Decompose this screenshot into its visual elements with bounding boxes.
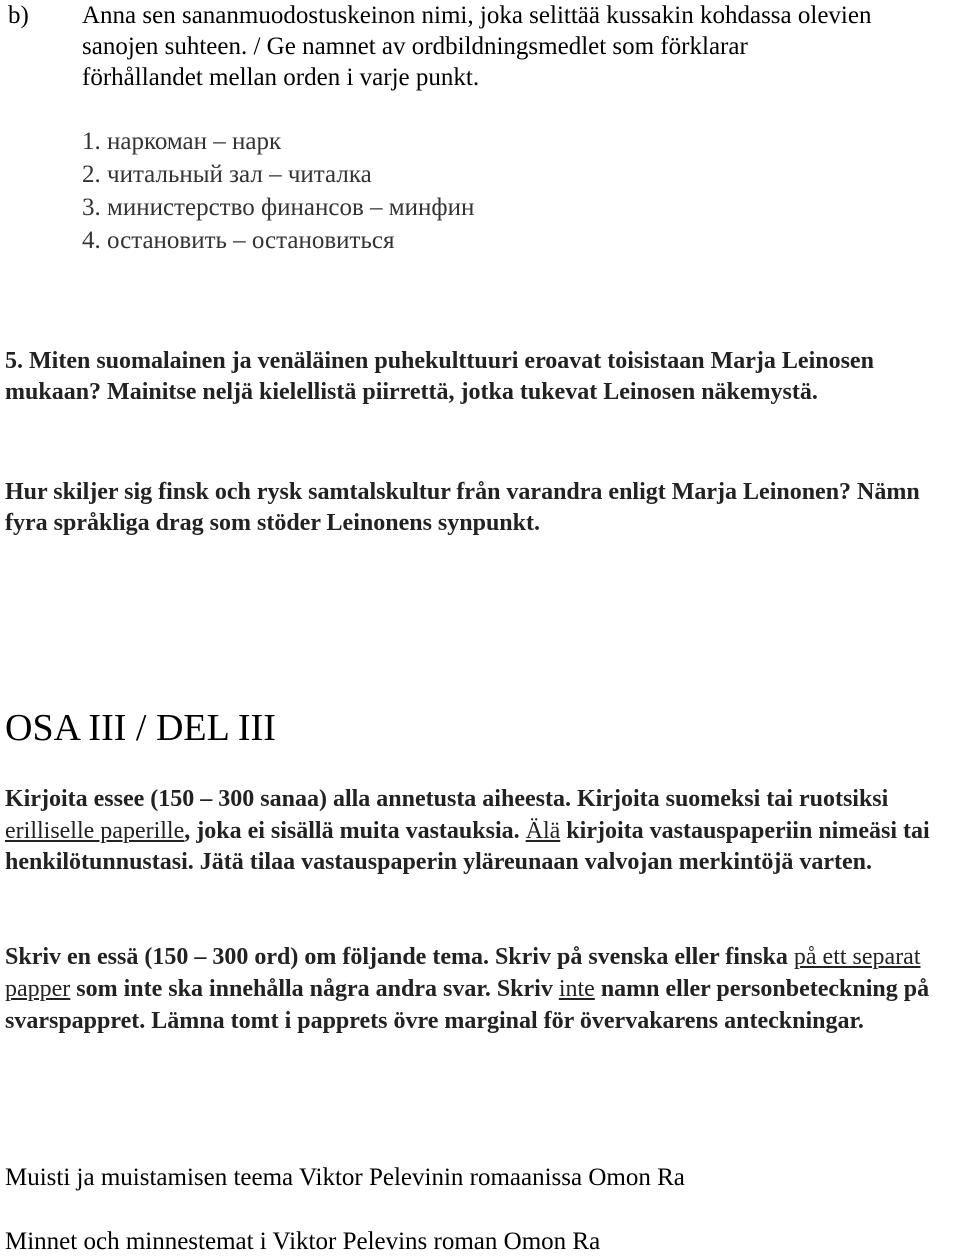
task-b-line-1	[0, 0, 960, 31]
task-b-text-1: Anna sen sananmuodostuskeinon nimi, joka selittää kussakin kohdassa olevien	[82, 2, 872, 29]
instructions-fi-underline1: erilliselle paperille	[5, 817, 185, 844]
instructions-fi-part1: Kirjoita essee (150 – 300 sanaa) alla annetusta aiheesta. Kirjoita suomeksi tai ruotsiksi	[5, 786, 889, 812]
instructions-fi-underline2: Älä	[525, 817, 561, 844]
essay-topic-finnish: Muisti ja muistamisen teema Viktor Pelevinin romaanissa Omon Ra	[5, 1164, 685, 1191]
list-item: 4. остановить – остановиться	[82, 227, 395, 254]
section-heading: OSA III / DEL III	[5, 707, 276, 749]
instructions-sv-part2: som inte ska innehålla några andra svar. Skriv	[70, 976, 559, 1002]
list-item: 2. читальный зал – читалка	[82, 161, 372, 188]
instructions-fi-part2: , joka ei sisällä muita vastauksia.	[184, 817, 526, 844]
task-b	[0, 0, 960, 93]
list-item: 3. министерство финансов – минфин	[82, 194, 475, 221]
question-5-finnish: 5. Miten suomalainen ja venäläinen puhekulttuuri eroavat toisistaan Marja Leinosen mukaan? Mainitse neljä kielellistä piirrettä, jotka tukevat Leinosen näkemystä.	[5, 348, 874, 405]
instructions-sv-part1: Skriv en essä (150 – 300 ord) om följande tema. Skriv på svenska eller finska	[5, 944, 794, 970]
essay-topic-swedish: Minnet och minnestemat i Viktor Pelevins roman Omon Ra	[5, 1228, 601, 1255]
instructions-fi-part3: kirjoita vastauspaperiin nimeäsi tai henkilötunnustasi. Jätä tilaa vastauspaperin yläreunaan valvojan merkintöjä varten.	[5, 817, 930, 875]
instructions-swedish	[5, 941, 955, 1037]
instructions-sv-underline2: inte	[558, 976, 595, 1002]
list-item: 1. наркоман – нарк	[82, 128, 282, 155]
task-b-line-2: sanojen suhteen. / Ge namnet av ordbildningsmedlet som förklarar	[82, 33, 748, 60]
instructions-sv-part3: namn eller personbeteckning på svarspappret. Lämna tomt i papprets övre marginal för övervakarens anteckningar.	[5, 976, 930, 1034]
question-5-swedish: Hur skiljer sig finsk och rysk samtalskultur från varandra enligt Marja Leinonen? Nämn fyra språkliga drag som stöder Leinonens synpunkt.	[5, 479, 920, 536]
russian-word-list	[82, 125, 474, 257]
instructions-finnish	[5, 784, 955, 879]
task-b-line-3: förhållandet mellan orden i varje punkt.	[82, 64, 480, 91]
task-b-marker: b)	[8, 2, 29, 29]
instructions-sv-underline1: på ett separat papper	[5, 944, 921, 1002]
